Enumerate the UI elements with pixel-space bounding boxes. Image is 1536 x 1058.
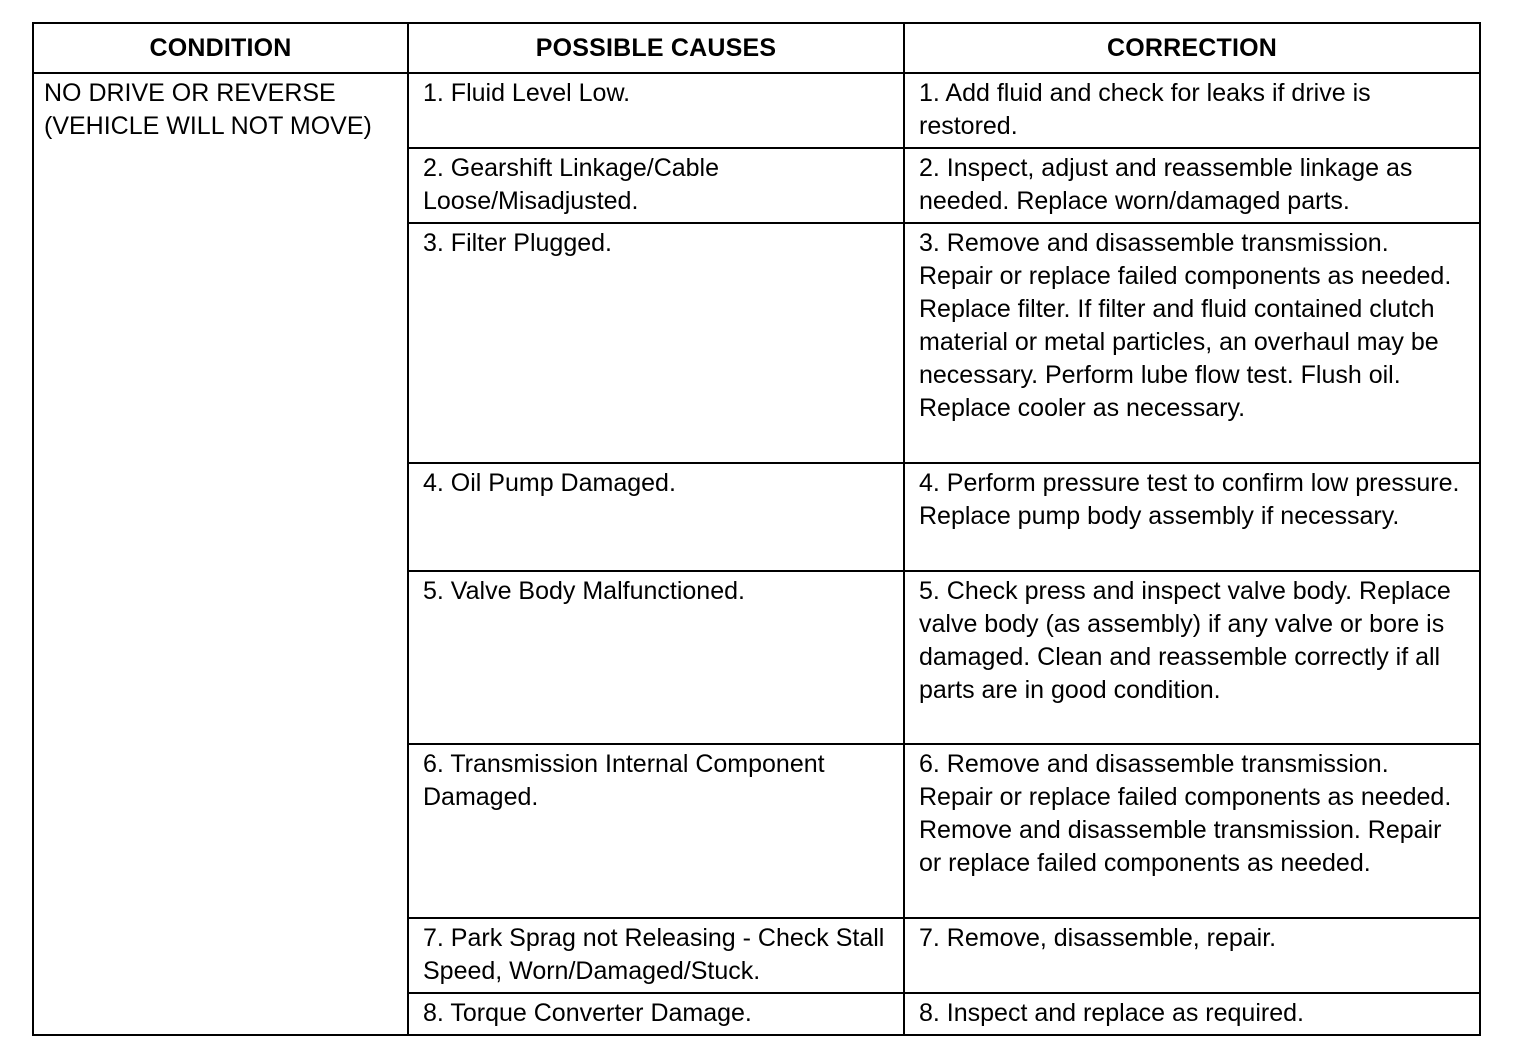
cause-cell	[408, 918, 904, 993]
cause-text: 1. Fluid Level Low.	[423, 79, 631, 107]
cause-text: 3. Filter Plugged.	[423, 229, 612, 257]
cause-cell	[408, 463, 904, 571]
correction-cell	[904, 918, 1480, 993]
correction-cell	[904, 148, 1480, 223]
correction-text: 7. Remove, disassemble, repair.	[919, 924, 1277, 952]
cause-text: 8. Torque Converter Damage.	[423, 999, 752, 1027]
cause-cell	[408, 148, 904, 223]
cause-text: 2. Gearshift Linkage/Cable Loose/Misadjusted.	[423, 154, 720, 215]
header-condition: CONDITION	[33, 23, 408, 73]
correction-cell	[904, 744, 1480, 918]
condition-text: NO DRIVE OR REVERSE (VEHICLE WILL NOT MOVE)	[44, 79, 372, 140]
diagnosis-table	[32, 22, 1481, 1036]
cause-cell	[408, 223, 904, 463]
correction-cell	[904, 73, 1480, 148]
correction-text: 8. Inspect and replace as required.	[919, 999, 1304, 1027]
header-possible-causes: POSSIBLE CAUSES	[408, 23, 904, 73]
correction-text: 3. Remove and disassemble transmission. Repair or replace failed components as needed. Replace filter. If filter and fluid contained clutch material or metal particles, an overhaul may be necessary. Perform lube flow test. Flush oil. Replace cooler as necessary.	[919, 229, 1452, 422]
correction-cell	[904, 993, 1480, 1035]
correction-text: 6. Remove and disassemble transmission. Repair or replace failed components as needed. Remove and disassemble transmission. Repair or replace failed components as needed.	[919, 750, 1452, 877]
header-row	[33, 23, 1480, 73]
table-row	[33, 73, 1480, 148]
cause-cell	[408, 571, 904, 744]
cause-cell	[408, 744, 904, 918]
correction-cell	[904, 463, 1480, 571]
cause-cell	[408, 993, 904, 1035]
correction-cell	[904, 223, 1480, 463]
cause-text: 6. Transmission Internal Component Damaged.	[423, 750, 825, 811]
correction-cell	[904, 571, 1480, 744]
correction-text: 2. Inspect, adjust and reassemble linkage as needed. Replace worn/damaged parts.	[919, 154, 1413, 215]
cause-text: 7. Park Sprag not Releasing - Check Stall Speed, Worn/Damaged/Stuck.	[423, 924, 885, 985]
correction-text: 1. Add fluid and check for leaks if drive is restored.	[919, 79, 1371, 140]
correction-text: 4. Perform pressure test to confirm low pressure. Replace pump body assembly if necessary.	[919, 469, 1460, 530]
cause-cell	[408, 73, 904, 148]
cause-text: 5. Valve Body Malfunctioned.	[423, 577, 745, 605]
condition-cell	[33, 73, 408, 1035]
header-correction: CORRECTION	[904, 23, 1480, 73]
correction-text: 5. Check press and inspect valve body. Replace valve body (as assembly) if any valve or bore is damaged. Clean and reassemble correctly if all parts are in good condition.	[919, 577, 1451, 704]
cause-text: 4. Oil Pump Damaged.	[423, 469, 676, 497]
